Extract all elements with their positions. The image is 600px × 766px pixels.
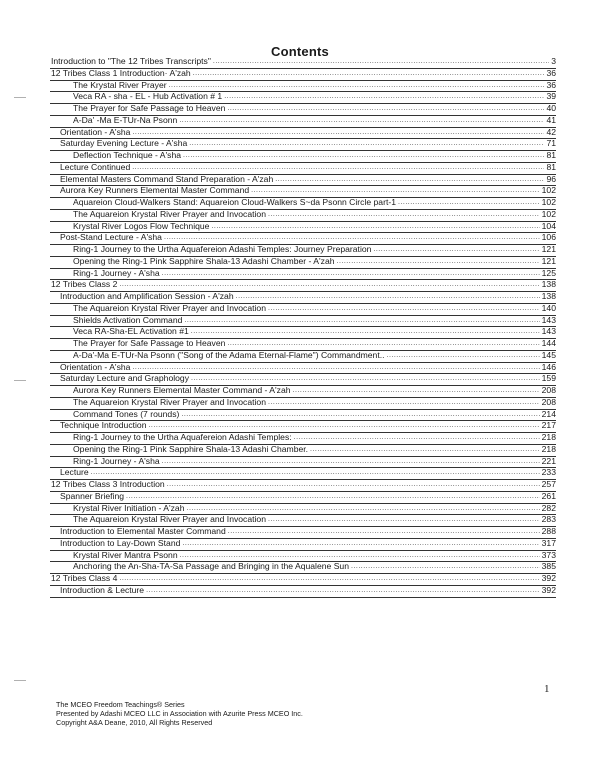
toc-entry-title: 12 Tribes Class 4: [51, 573, 118, 583]
toc-entry-title: 12 Tribes Class 3 Introduction: [51, 479, 165, 489]
toc-dot-leader: [146, 585, 540, 597]
toc-entry-title: The Krystal River Prayer: [73, 79, 167, 90]
toc-dot-leader: [184, 315, 539, 327]
toc-entry-title: Introduction to Elemental Master Command: [60, 526, 226, 536]
toc-dot-leader: [132, 362, 539, 374]
toc-entry-page: 71: [546, 138, 556, 149]
toc-entry-title: Ring-1 Journey to the Urtha Aquafereion Adashi Temples: Journey Preparation: [73, 244, 372, 254]
page-title: Contents: [271, 44, 329, 59]
toc-entry-title: Introduction and Amplification Session - A'zah: [60, 291, 234, 301]
toc-dot-leader: [268, 209, 540, 221]
toc-entry-title: Introduction to Lay-Down Stand: [60, 537, 181, 548]
toc-entry-page: 221: [541, 455, 556, 466]
toc-entry-title: Shields Activation Command: [73, 314, 183, 325]
toc-entry-page: 373: [541, 549, 556, 560]
toc-dot-leader: [162, 268, 540, 280]
toc-entry-title: 12 Tribes Class 1 Introduction· A'zah: [51, 67, 191, 78]
toc-entry-title: Aurora Key Runners Elemental Master Command: [60, 185, 250, 196]
toc-entry-page: 138: [541, 279, 556, 290]
toc-entry-page: 102: [541, 208, 556, 219]
toc-dot-leader: [387, 350, 540, 362]
toc-entry-title: Anchoring the An-Sha-TA-Sa Passage and Bringing in the Aqualene Sun: [73, 561, 349, 572]
toc-dot-leader: [189, 138, 544, 150]
toc-dot-leader: [228, 526, 540, 538]
toc-dot-leader: [373, 244, 539, 256]
toc-entry-page: 36: [546, 67, 556, 78]
toc-entry-title: Post-Stand Lecture - A'sha: [60, 232, 162, 243]
toc-dot-leader: [275, 174, 544, 186]
toc-entry-title: Elemental Masters Command Stand Preparation - A'zah: [60, 173, 274, 184]
toc-entry-title: Orientation - A'sha: [60, 361, 131, 372]
toc-entry-page: 81: [546, 161, 556, 172]
toc-entry-page: 218: [541, 443, 556, 454]
toc-entry-page: 42: [546, 126, 556, 137]
toc-entry-title: Technique Introduction: [60, 420, 147, 431]
toc-entry-title: The Prayer for Safe Passage to Heaven: [73, 103, 226, 113]
toc-entry-page: 385: [541, 561, 556, 572]
toc-entry[interactable]: [50, 586, 556, 598]
toc-dot-leader: [148, 420, 539, 432]
toc-entry-page: 144: [541, 338, 556, 348]
toc-entry-title: Orientation - A'sha: [60, 126, 131, 137]
toc-dot-leader: [294, 432, 540, 444]
toc-dot-leader: [180, 550, 540, 562]
toc-dot-leader: [337, 256, 540, 268]
toc-dot-leader: [132, 162, 544, 174]
toc-entry-page: 40: [546, 103, 556, 113]
toc-entry-page: 102: [541, 197, 556, 207]
toc-entry-page: 217: [541, 420, 556, 431]
binder-hole-mark: [14, 380, 26, 381]
toc-entry-title: Veca RA - sha - EL - Hub Activation # 1: [73, 91, 223, 102]
footer: [56, 700, 303, 727]
toc-entry-page: 106: [541, 232, 556, 243]
toc-entry-page: 3: [551, 56, 556, 66]
toc-entry-title: Deflection Technique - A'sha: [73, 150, 182, 160]
toc-entry-page: 146: [541, 361, 556, 372]
toc-entry-title: A-Da'-Ma E-TUr-Na Psonn ("Song of the Adama Eternal-Flame") Commandment..: [73, 349, 385, 360]
toc-entry-title: Krystal River Initiation - A'zah: [73, 502, 185, 513]
toc-entry-title: Krystal River Mantra Psonn: [73, 549, 178, 560]
toc-entry-page: 36: [546, 79, 556, 90]
toc-entry-title: A-Da' -Ma E-TUr-Na Psonn: [73, 114, 178, 125]
toc-entry-page: 125: [541, 267, 556, 278]
toc-entry-page: 143: [541, 326, 556, 337]
toc-entry-title: Ring-1 Journey - A'sha: [73, 267, 160, 278]
toc-dot-leader: [179, 115, 544, 127]
toc-dot-leader: [398, 197, 540, 209]
footer-series-line: The MCEO Freedom Teachings® Series: [56, 700, 185, 709]
toc-entry-page: 41: [546, 114, 556, 125]
toc-dot-leader: [169, 80, 545, 92]
toc-dot-leader: [227, 103, 544, 115]
toc-entry-page: 104: [541, 220, 556, 231]
toc-dot-leader: [119, 279, 539, 291]
toc-dot-leader: [211, 221, 539, 233]
toc-dot-leader: [213, 56, 549, 68]
toc-dot-leader: [224, 91, 544, 103]
toc-dot-leader: [351, 561, 540, 573]
toc-entry-page: 159: [541, 373, 556, 384]
toc-entry-title: The Aquareion Krystal River Prayer and Invocation: [73, 208, 266, 219]
toc-dot-leader: [293, 385, 540, 397]
toc-dot-leader: [164, 232, 540, 244]
toc-dot-leader: [187, 503, 540, 515]
toc-entry-page: 214: [541, 408, 556, 419]
toc-dot-leader: [236, 291, 540, 303]
toc-dot-leader: [268, 303, 540, 315]
toc-dot-leader: [91, 467, 540, 479]
toc-dot-leader: [310, 444, 540, 456]
toc-entry-title: Krystal River Logos Flow Technique: [73, 220, 210, 231]
toc-entry-page: 138: [541, 291, 556, 301]
toc-entry-title: 12 Tribes Class 2: [51, 279, 118, 290]
toc-entry-title: Command Tones (7 rounds): [73, 408, 180, 419]
table-of-contents: [50, 57, 556, 598]
toc-entry-page: 140: [541, 302, 556, 313]
footer-copyright-line: Copyright A&A Deane, 2010, All Rights Reserved: [56, 718, 213, 727]
toc-dot-leader: [126, 491, 540, 503]
toc-entry-page: 208: [541, 396, 556, 407]
toc-entry-page: 96: [546, 173, 556, 184]
toc-entry-page: 392: [541, 584, 556, 595]
toc-dot-leader: [182, 538, 539, 550]
toc-entry-title: Saturday Evening Lecture - A'sha: [60, 138, 188, 149]
toc-dot-leader: [132, 127, 544, 139]
toc-entry-title: Lecture: [60, 467, 89, 478]
toc-entry-title: The Aquareion Krystal River Prayer and Invocation: [73, 396, 266, 407]
toc-entry-page: 121: [541, 244, 556, 254]
toc-entry-page: 81: [546, 150, 556, 160]
toc-dot-leader: [191, 373, 540, 385]
toc-dot-leader: [181, 409, 539, 421]
toc-entry-page: 145: [541, 349, 556, 360]
toc-entry-page: 218: [541, 432, 556, 442]
toc-entry-title: The Aquareion Krystal River Prayer and Invocation: [73, 302, 266, 313]
toc-entry-page: 39: [546, 91, 556, 102]
toc-entry-page: 392: [541, 573, 556, 583]
toc-entry-title: Aquareion Cloud-Walkers Stand: Aquareion Cloud-Walkers S~da Psonn Circle part-1: [73, 197, 396, 207]
toc-entry-title: Ring-1 Journey to the Urtha Aquafereion Adashi Temples:: [73, 432, 292, 442]
toc-dot-leader: [193, 68, 545, 80]
toc-dot-leader: [183, 150, 544, 162]
toc-dot-leader: [167, 479, 540, 491]
toc-entry-page: 208: [541, 385, 556, 395]
toc-entry-title: Introduction & Lecture: [60, 584, 145, 595]
toc-entry-title: The Aquareion Krystal River Prayer and Invocation: [73, 514, 266, 525]
toc-dot-leader: [251, 185, 540, 197]
toc-dot-leader: [268, 397, 540, 409]
toc-entry-title: The Prayer for Safe Passage to Heaven: [73, 338, 226, 348]
toc-entry-title: Aurora Key Runners Elemental Master Command - A'zah: [73, 385, 291, 395]
toc-entry-page: 261: [541, 490, 556, 501]
toc-entry-page: 317: [541, 537, 556, 548]
toc-entry-page: 143: [541, 314, 556, 325]
toc-entry-title: Lecture Continued: [60, 161, 131, 172]
binder-hole-mark: [14, 680, 26, 681]
toc-entry-title: Opening the Ring-1 Pink Sapphire Shala-13 Adashi Chamber - A'zah: [73, 255, 335, 266]
toc-entry-title: Ring-1 Journey - A'sha: [73, 455, 160, 466]
toc-entry-title: Spanner Briefing: [60, 490, 125, 501]
toc-dot-leader: [162, 456, 540, 468]
toc-entry-page: 283: [541, 514, 556, 525]
toc-dot-leader: [119, 573, 539, 585]
toc-entry-page: 288: [541, 526, 556, 536]
toc-dot-leader: [191, 326, 540, 338]
footer-presented-line: Presented by Adashi MCEO LLC in Association with Azurite Press MCEO Inc.: [56, 709, 303, 718]
page-number: 1: [544, 683, 550, 695]
toc-entry-title: Veca RA-Sha-EL Activation #1: [73, 326, 189, 337]
toc-dot-leader: [268, 514, 540, 526]
toc-entry-page: 257: [541, 479, 556, 489]
toc-entry-page: 121: [541, 255, 556, 266]
toc-dot-leader: [227, 338, 539, 350]
binder-hole-mark: [14, 97, 26, 98]
toc-entry-page: 102: [541, 185, 556, 196]
toc-entry-page: 282: [541, 502, 556, 513]
toc-entry-page: 233: [541, 467, 556, 478]
toc-entry-title: Introduction to "The 12 Tribes Transcripts": [51, 56, 211, 66]
toc-entry-title: Saturday Lecture and Graphology: [60, 373, 189, 384]
toc-entry-title: Opening the Ring-1 Pink Sapphire Shala-13 Adashi Chamber.: [73, 443, 309, 454]
